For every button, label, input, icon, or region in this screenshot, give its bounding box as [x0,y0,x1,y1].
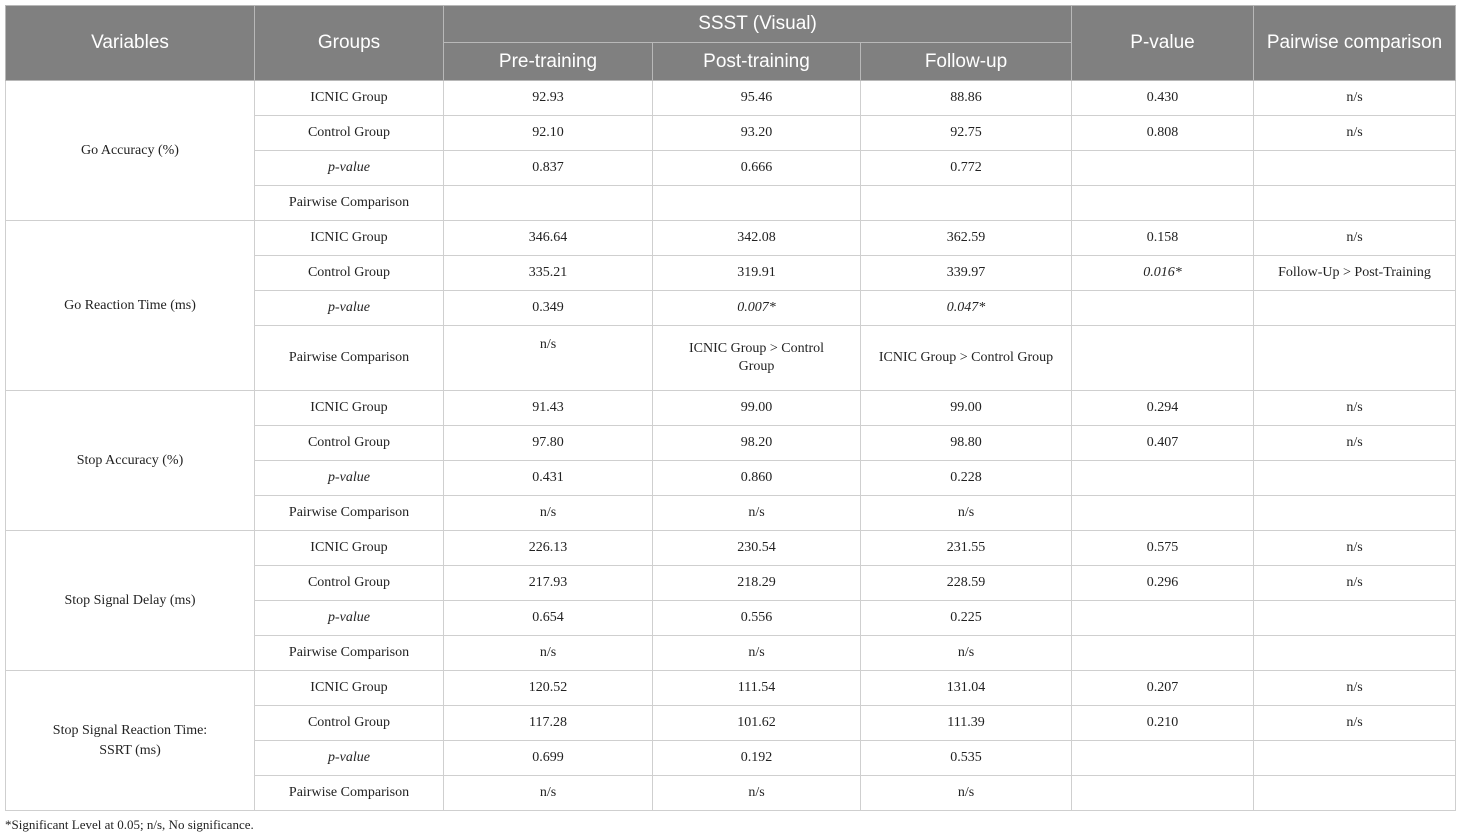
pairwise-cell [1254,186,1456,221]
pairwise-cell: n/s [1254,116,1456,151]
pvalue-cell: 0.016* [1072,256,1254,291]
table-row [6,531,1456,566]
pvalue-cell: 0.210 [1072,706,1254,741]
follow-cell: 0.772 [861,151,1072,186]
group-cell: Pairwise Comparison [255,636,444,671]
pvalue-cell: 0.294 [1072,391,1254,426]
follow-cell: 98.80 [861,426,1072,461]
group-cell: p-value [255,601,444,636]
pairwise-cell [1254,151,1456,186]
post-cell: 0.666 [653,151,861,186]
follow-cell: 111.39 [861,706,1072,741]
pvalue-cell [1072,496,1254,531]
pre-cell: 0.699 [444,741,653,776]
follow-cell: 0.228 [861,461,1072,496]
post-cell: 0.556 [653,601,861,636]
post-cell: 319.91 [653,256,861,291]
header-pairwise: Pairwise comparison [1254,6,1456,81]
pvalue-cell: 0.808 [1072,116,1254,151]
variable-cell: Stop Accuracy (%) [6,391,255,531]
follow-cell: 0.047* [861,291,1072,326]
follow-cell: n/s [861,776,1072,811]
pre-cell: 97.80 [444,426,653,461]
follow-cell [861,186,1072,221]
pvalue-cell [1072,461,1254,496]
follow-cell: ICNIC Group > Control Group [861,326,1072,391]
group-cell: Control Group [255,116,444,151]
post-cell: 0.192 [653,741,861,776]
post-cell: 93.20 [653,116,861,151]
pvalue-cell [1072,636,1254,671]
post-cell: 111.54 [653,671,861,706]
post-cell: n/s [653,776,861,811]
group-cell: p-value [255,151,444,186]
pairwise-cell: n/s [1254,671,1456,706]
post-cell: 0.007* [653,291,861,326]
pairwise-cell: n/s [1254,221,1456,256]
post-cell: n/s [653,496,861,531]
pre-cell: 226.13 [444,531,653,566]
pairwise-cell: n/s [1254,566,1456,601]
table-row [6,81,1456,116]
variable-cell: Go Reaction Time (ms) [6,221,255,391]
pre-cell: 91.43 [444,391,653,426]
group-cell: Control Group [255,566,444,601]
pvalue-cell: 0.207 [1072,671,1254,706]
follow-cell: 131.04 [861,671,1072,706]
pairwise-cell: n/s [1254,706,1456,741]
variable-cell: Stop Signal Delay (ms) [6,531,255,671]
group-cell: p-value [255,741,444,776]
header-pre-training: Pre-training [444,43,653,81]
post-cell: 342.08 [653,221,861,256]
follow-cell: 362.59 [861,221,1072,256]
post-cell: 101.62 [653,706,861,741]
group-cell: Pairwise Comparison [255,326,444,391]
group-cell: ICNIC Group [255,221,444,256]
post-cell: 99.00 [653,391,861,426]
header-ssst: SSST (Visual) [444,6,1072,43]
post-cell: 230.54 [653,531,861,566]
post-cell: 218.29 [653,566,861,601]
pre-cell: n/s [444,496,653,531]
pvalue-cell [1072,741,1254,776]
pre-cell [444,186,653,221]
post-cell: 95.46 [653,81,861,116]
pre-cell: 0.837 [444,151,653,186]
pairwise-cell [1254,291,1456,326]
pre-cell: 217.93 [444,566,653,601]
pvalue-cell: 0.407 [1072,426,1254,461]
post-cell [653,186,861,221]
table-row [6,391,1456,426]
pairwise-cell [1254,741,1456,776]
header-post-training: Post-training [653,43,861,81]
table-body [6,81,1456,811]
pairwise-cell [1254,326,1456,391]
post-cell: 98.20 [653,426,861,461]
group-cell: Control Group [255,256,444,291]
header-pvalue: P-value [1072,6,1254,81]
pairwise-cell: n/s [1254,391,1456,426]
pvalue-cell [1072,776,1254,811]
pre-cell: 0.431 [444,461,653,496]
header-groups: Groups [255,6,444,81]
table-footnote: *Significant Level at 0.05; n/s, No significance. [5,817,254,832]
pairwise-cell [1254,461,1456,496]
table-row [6,221,1456,256]
pairwise-cell: n/s [1254,531,1456,566]
pairwise-cell: n/s [1254,426,1456,461]
group-cell: Pairwise Comparison [255,776,444,811]
follow-cell: 0.535 [861,741,1072,776]
pairwise-cell [1254,776,1456,811]
pre-cell: 117.28 [444,706,653,741]
pairwise-cell: Follow-Up > Post-Training [1254,256,1456,291]
pairwise-cell [1254,496,1456,531]
group-cell: Control Group [255,706,444,741]
pre-cell: 0.349 [444,291,653,326]
post-cell: ICNIC Group > Control Group [653,326,861,391]
pre-cell: 120.52 [444,671,653,706]
pvalue-cell: 0.575 [1072,531,1254,566]
pre-cell: n/s [444,636,653,671]
follow-cell: 99.00 [861,391,1072,426]
header-variables: Variables [6,6,255,81]
group-cell: Pairwise Comparison [255,496,444,531]
pairwise-cell [1254,636,1456,671]
pre-cell: 335.21 [444,256,653,291]
follow-cell: 228.59 [861,566,1072,601]
follow-cell: n/s [861,496,1072,531]
pvalue-cell: 0.430 [1072,81,1254,116]
post-cell: n/s [653,636,861,671]
pre-cell: 92.10 [444,116,653,151]
pre-cell: 346.64 [444,221,653,256]
pvalue-cell: 0.296 [1072,566,1254,601]
group-cell: ICNIC Group [255,671,444,706]
variable-cell: Stop Signal Reaction Time: SSRT (ms) [6,671,255,811]
pre-cell: 92.93 [444,81,653,116]
pairwise-cell: n/s [1254,81,1456,116]
group-cell: ICNIC Group [255,81,444,116]
pvalue-cell [1072,186,1254,221]
pvalue-cell [1072,601,1254,636]
follow-cell: 339.97 [861,256,1072,291]
pre-cell: 0.654 [444,601,653,636]
results-table-container [5,5,1455,833]
follow-cell: n/s [861,636,1072,671]
follow-cell: 231.55 [861,531,1072,566]
pvalue-cell [1072,291,1254,326]
variable-cell: Go Accuracy (%) [6,81,255,221]
pvalue-cell: 0.158 [1072,221,1254,256]
group-cell: Control Group [255,426,444,461]
pre-cell: n/s [444,326,653,391]
pre-cell: n/s [444,776,653,811]
pvalue-cell [1072,326,1254,391]
group-cell: ICNIC Group [255,391,444,426]
follow-cell: 92.75 [861,116,1072,151]
group-cell: Pairwise Comparison [255,186,444,221]
group-cell: p-value [255,461,444,496]
pairwise-cell [1254,601,1456,636]
table-row [6,671,1456,706]
ssst-results-table [5,5,1456,811]
follow-cell: 0.225 [861,601,1072,636]
pvalue-cell [1072,151,1254,186]
group-cell: p-value [255,291,444,326]
table-header [6,6,1456,81]
follow-cell: 88.86 [861,81,1072,116]
group-cell: ICNIC Group [255,531,444,566]
header-follow-up: Follow-up [861,43,1072,81]
post-cell: 0.860 [653,461,861,496]
